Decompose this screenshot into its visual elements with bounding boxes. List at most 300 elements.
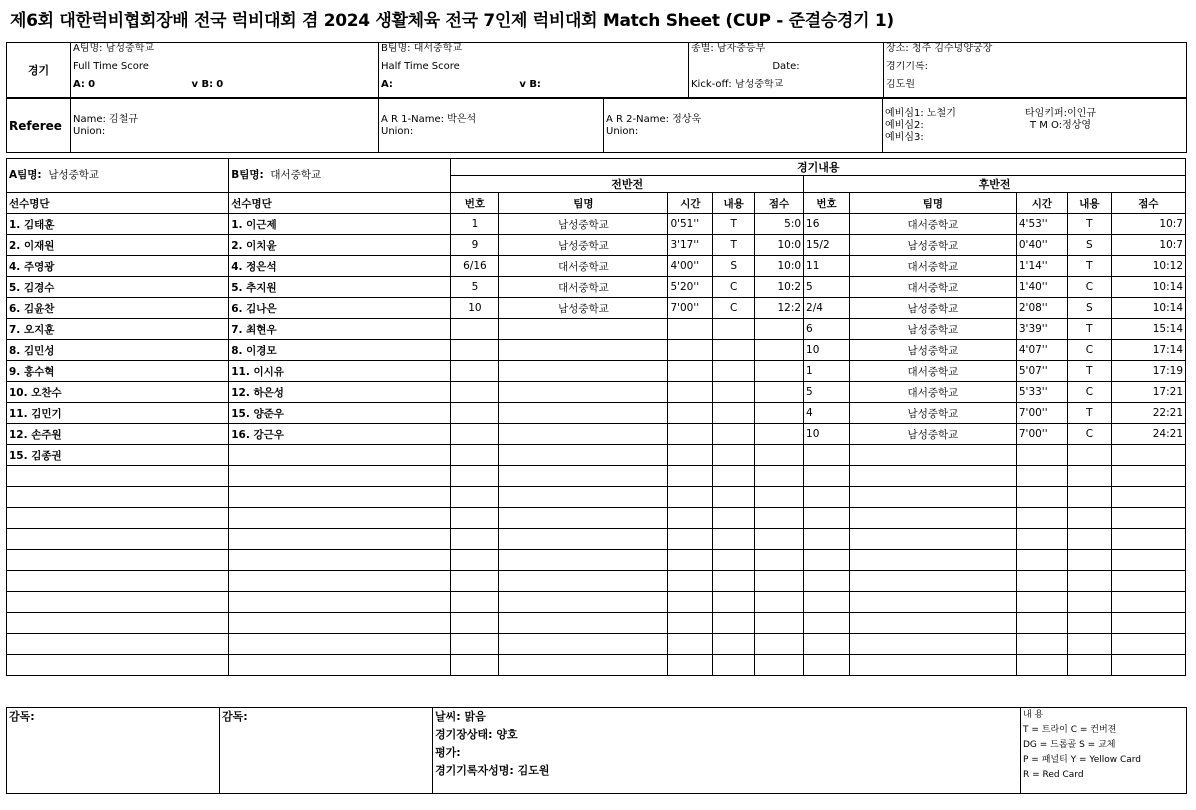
first-half-score [755, 403, 804, 424]
second-half-header: 후반전 [804, 176, 1186, 193]
half-time-a: A: [381, 79, 393, 90]
second-half-time [1016, 592, 1067, 613]
second-half-team: 대서중학교 [849, 256, 1016, 277]
first-half-time [668, 445, 713, 466]
match-footer-table [6, 707, 1187, 794]
first-half-type [713, 466, 755, 487]
referee-main [71, 99, 379, 153]
first-half-no [451, 424, 499, 445]
second-half-score [1111, 508, 1185, 529]
first-half-team [499, 634, 668, 655]
second-half-time: 0'40'' [1016, 235, 1067, 256]
player-b: 1. 이근제 [229, 214, 451, 235]
legend-line-4: R = Red Card [1023, 770, 1084, 780]
team-b-header [229, 159, 451, 193]
referee-table [6, 98, 1187, 153]
second-half-time: 4'53'' [1016, 214, 1067, 235]
first-half-no [451, 529, 499, 550]
second-half-no: 5 [804, 382, 850, 403]
reserve-1: 예비심1: 노철기 [885, 107, 956, 119]
table-row [7, 466, 1186, 487]
first-half-team [499, 592, 668, 613]
first-half-no [451, 508, 499, 529]
first-half-type [713, 319, 755, 340]
first-half-no [451, 403, 499, 424]
second-half-no: 15/2 [804, 235, 850, 256]
table-row [7, 214, 1186, 235]
half-time-score [379, 79, 689, 98]
player-a: 7. 오지훈 [7, 319, 229, 340]
first-half-time: 3'17'' [668, 235, 713, 256]
first-half-team [499, 382, 668, 403]
first-half-score [755, 340, 804, 361]
second-half-type [1067, 529, 1111, 550]
player-b: 8. 이경모 [229, 340, 451, 361]
first-half-type [713, 550, 755, 571]
second-half-type: C [1067, 424, 1111, 445]
player-a: 2. 이재원 [7, 235, 229, 256]
player-a: 12. 손주원 [7, 424, 229, 445]
player-b: 5. 추지원 [229, 277, 451, 298]
player-a [7, 487, 229, 508]
first-half-type [713, 508, 755, 529]
team-a-name: A팀명: 남성중학교 [71, 43, 379, 62]
second-half-time: 1'14'' [1016, 256, 1067, 277]
second-half-no [804, 529, 850, 550]
table-row [7, 592, 1186, 613]
second-half-time: 2'08'' [1016, 298, 1067, 319]
first-half-team: 남성중학교 [499, 214, 668, 235]
second-half-score [1111, 571, 1185, 592]
first-half-score [755, 571, 804, 592]
first-half-time [668, 424, 713, 445]
second-half-type: T [1067, 256, 1111, 277]
player-a: 10. 오찬수 [7, 382, 229, 403]
second-half-no: 11 [804, 256, 850, 277]
player-b [229, 634, 451, 655]
second-half-no: 1 [804, 361, 850, 382]
second-half-time: 3'39'' [1016, 319, 1067, 340]
second-half-team [849, 655, 1016, 676]
second-half-type [1067, 487, 1111, 508]
second-half-score: 10:7 [1111, 235, 1185, 256]
second-half-score: 24:21 [1111, 424, 1185, 445]
content-header: 경기내용 [451, 159, 1186, 176]
table-row [7, 298, 1186, 319]
second-half-team [849, 634, 1016, 655]
first-half-no [451, 445, 499, 466]
full-time-a-label: A: [73, 79, 85, 90]
first-half-time [668, 529, 713, 550]
player-a: 9. 홍수혁 [7, 361, 229, 382]
first-half-no: 10 [451, 298, 499, 319]
player-b: 2. 이치윤 [229, 235, 451, 256]
first-half-time [668, 340, 713, 361]
player-a [7, 466, 229, 487]
second-half-time [1016, 613, 1067, 634]
first-half-type [713, 613, 755, 634]
second-half-type: S [1067, 235, 1111, 256]
full-time-label: Full Time Score [71, 61, 379, 79]
first-half-score: 10:0 [755, 256, 804, 277]
second-half-type: T [1067, 403, 1111, 424]
table-row [7, 634, 1186, 655]
ar1 [379, 99, 604, 153]
second-half-score: 17:21 [1111, 382, 1185, 403]
second-half-no: 6 [804, 319, 850, 340]
table-row [7, 361, 1186, 382]
second-half-type [1067, 445, 1111, 466]
second-half-team: 남성중학교 [849, 298, 1016, 319]
player-a [7, 592, 229, 613]
first-half-time: 5'20'' [668, 277, 713, 298]
date-label: Date: [689, 61, 884, 79]
table-row [7, 445, 1186, 466]
first-half-time [668, 466, 713, 487]
first-half-score [755, 550, 804, 571]
second-half-team [849, 487, 1016, 508]
second-half-score: 15:14 [1111, 319, 1185, 340]
second-half-team [849, 571, 1016, 592]
referee-name: Name: 김철규 [73, 113, 139, 125]
player-a: 6. 김윤찬 [7, 298, 229, 319]
first-half-score [755, 424, 804, 445]
player-b [229, 529, 451, 550]
legend-line-2: DG = 드롭골 S = 교체 [1023, 740, 1116, 750]
second-half-time: 1'40'' [1016, 277, 1067, 298]
second-half-time [1016, 655, 1067, 676]
players-a-header: 선수명단 [7, 193, 229, 214]
first-half-team: 남성중학교 [499, 235, 668, 256]
player-b: 6. 김나은 [229, 298, 451, 319]
second-half-team: 남성중학교 [849, 235, 1016, 256]
second-half-score [1111, 445, 1185, 466]
second-half-type: T [1067, 214, 1111, 235]
fh-col-type: 내용 [713, 193, 755, 214]
first-half-no [451, 613, 499, 634]
first-half-team: 대서중학교 [499, 277, 668, 298]
second-half-team: 남성중학교 [849, 424, 1016, 445]
first-half-no: 9 [451, 235, 499, 256]
recorder-signature: 경기기록자성명: 김도원 [435, 764, 550, 777]
first-half-no [451, 550, 499, 571]
first-half-type [713, 592, 755, 613]
second-half-score [1111, 529, 1185, 550]
first-half-no [451, 487, 499, 508]
table-row [7, 319, 1186, 340]
player-a: 8. 김민성 [7, 340, 229, 361]
first-half-score [755, 634, 804, 655]
recorder-label: 경기기록: [884, 61, 1187, 79]
first-half-time [668, 382, 713, 403]
second-half-time: 4'07'' [1016, 340, 1067, 361]
second-half-type [1067, 550, 1111, 571]
legend-title: 내 용 [1023, 710, 1044, 720]
first-half-time [668, 613, 713, 634]
fh-col-no: 번호 [451, 193, 499, 214]
table-row [7, 571, 1186, 592]
first-half-type [713, 634, 755, 655]
second-half-team: 대서중학교 [849, 361, 1016, 382]
field-condition: 경기장상태: 양호 [435, 728, 518, 741]
second-half-team [849, 550, 1016, 571]
table-row [7, 424, 1186, 445]
match-info-table [6, 42, 1187, 98]
first-half-time [668, 634, 713, 655]
player-b [229, 655, 451, 676]
ar1-union: Union: [381, 125, 414, 137]
team-a-header [7, 159, 229, 193]
second-half-time: 7'00'' [1016, 403, 1067, 424]
sh-col-no: 번호 [804, 193, 850, 214]
sh-col-score: 점수 [1111, 193, 1185, 214]
second-half-time [1016, 445, 1067, 466]
player-a [7, 529, 229, 550]
team-b-value: 대서중학교 [270, 169, 322, 181]
second-half-team [849, 445, 1016, 466]
player-b [229, 613, 451, 634]
player-b [229, 571, 451, 592]
second-half-time [1016, 508, 1067, 529]
fh-col-team: 팀명 [499, 193, 668, 214]
second-half-time [1016, 550, 1067, 571]
second-half-no: 10 [804, 340, 850, 361]
first-half-score [755, 613, 804, 634]
first-half-time: 0'51'' [668, 214, 713, 235]
first-half-type [713, 529, 755, 550]
first-half-type: C [713, 277, 755, 298]
ar1-name: A R 1-Name: 박은석 [381, 113, 477, 125]
first-half-team [499, 613, 668, 634]
first-half-no: 1 [451, 214, 499, 235]
first-half-no: 5 [451, 277, 499, 298]
second-half-score: 10:14 [1111, 298, 1185, 319]
first-half-type: T [713, 214, 755, 235]
legend-line-3: P = 패널티 Y = Yellow Card [1023, 755, 1142, 765]
second-half-score: 10:7 [1111, 214, 1185, 235]
second-half-score: 17:19 [1111, 361, 1185, 382]
table-row [7, 487, 1186, 508]
second-half-type: C [1067, 277, 1111, 298]
match-conditions [433, 708, 1021, 794]
table-row [7, 550, 1186, 571]
first-half-team [499, 550, 668, 571]
second-half-type: T [1067, 361, 1111, 382]
player-b [229, 592, 451, 613]
first-half-score [755, 445, 804, 466]
first-half-no [451, 655, 499, 676]
first-half-no [451, 634, 499, 655]
table-row [7, 382, 1186, 403]
second-half-no [804, 487, 850, 508]
second-half-score [1111, 655, 1185, 676]
second-half-no [804, 466, 850, 487]
sh-col-type: 내용 [1067, 193, 1111, 214]
second-half-team [849, 508, 1016, 529]
second-half-score: 10:12 [1111, 256, 1185, 277]
second-half-type [1067, 592, 1111, 613]
table-row [7, 529, 1186, 550]
reserve-2: 예비심2: [885, 119, 924, 131]
team-b-name: B팀명: 대서중학교 [379, 43, 689, 62]
first-half-no [451, 466, 499, 487]
second-half-team: 대서중학교 [849, 277, 1016, 298]
table-row [7, 277, 1186, 298]
full-time-a-value: 0 [88, 79, 96, 90]
player-a [7, 634, 229, 655]
first-half-time [668, 550, 713, 571]
coach-a: 감독: [7, 708, 220, 794]
table-row [7, 403, 1186, 424]
kickoff: Kick-off: 남성중학교 [689, 79, 884, 98]
coach-b: 감독: [220, 708, 433, 794]
player-b [229, 487, 451, 508]
player-a [7, 655, 229, 676]
players-b-header: 선수명단 [229, 193, 451, 214]
fh-col-score: 점수 [755, 193, 804, 214]
second-half-team: 대서중학교 [849, 214, 1016, 235]
first-half-type [713, 571, 755, 592]
first-half-type: S [713, 256, 755, 277]
second-half-no [804, 634, 850, 655]
first-half-no [451, 319, 499, 340]
referee-union: Union: [73, 125, 106, 137]
second-half-no [804, 571, 850, 592]
second-half-time [1016, 466, 1067, 487]
first-half-team [499, 424, 668, 445]
team-a-value: 남성중학교 [48, 169, 100, 181]
weather: 날씨: 맑음 [435, 710, 486, 723]
player-b: 16. 강근우 [229, 424, 451, 445]
player-a [7, 571, 229, 592]
player-a: 4. 주영광 [7, 256, 229, 277]
second-half-type: T [1067, 319, 1111, 340]
first-half-time: 7'00'' [668, 298, 713, 319]
sh-col-team: 팀명 [849, 193, 1016, 214]
player-b [229, 550, 451, 571]
table-row [7, 340, 1186, 361]
player-b [229, 445, 451, 466]
first-half-score: 5:0 [755, 214, 804, 235]
player-b: 4. 정은석 [229, 256, 451, 277]
first-half-type [713, 655, 755, 676]
full-time-b-label: v B: [191, 79, 214, 90]
first-half-time [668, 508, 713, 529]
game-label: 경기 [7, 43, 71, 98]
second-half-time: 5'07'' [1016, 361, 1067, 382]
first-half-type: C [713, 298, 755, 319]
first-half-time [668, 361, 713, 382]
match-content-table [6, 158, 1186, 676]
legend-line-1: T = 트라이 C = 컨버젼 [1023, 725, 1117, 735]
first-half-type [713, 424, 755, 445]
second-half-no [804, 613, 850, 634]
first-half-score: 12:2 [755, 298, 804, 319]
player-a: 1. 김태훈 [7, 214, 229, 235]
tmo: T M O:정상영 [1029, 119, 1092, 131]
second-half-type [1067, 613, 1111, 634]
second-half-team [849, 592, 1016, 613]
second-half-team: 남성중학교 [849, 340, 1016, 361]
second-half-no [804, 550, 850, 571]
player-a [7, 613, 229, 634]
first-half-no: 6/16 [451, 256, 499, 277]
second-half-team: 대서중학교 [849, 382, 1016, 403]
second-half-score [1111, 466, 1185, 487]
first-half-time [668, 571, 713, 592]
half-time-b: v B: [519, 79, 541, 90]
second-half-no: 10 [804, 424, 850, 445]
second-half-type: C [1067, 382, 1111, 403]
fh-col-time: 시간 [668, 193, 713, 214]
table-row [7, 256, 1186, 277]
legend [1021, 708, 1187, 794]
first-half-team [499, 529, 668, 550]
first-half-time [668, 592, 713, 613]
first-half-no [451, 382, 499, 403]
player-b: 12. 하은성 [229, 382, 451, 403]
second-half-type [1067, 571, 1111, 592]
first-half-type [713, 361, 755, 382]
first-half-type: T [713, 235, 755, 256]
first-half-score [755, 361, 804, 382]
second-half-time [1016, 571, 1067, 592]
ar2 [604, 99, 883, 153]
half-time-label: Half Time Score [379, 61, 689, 79]
table-row [7, 655, 1186, 676]
table-row [7, 613, 1186, 634]
second-half-team [849, 466, 1016, 487]
team-b-label: B팀명: [231, 169, 264, 181]
first-half-score [755, 592, 804, 613]
player-a: 11. 김민기 [7, 403, 229, 424]
first-half-score [755, 319, 804, 340]
first-half-team [499, 361, 668, 382]
reserve-3: 예비심3: [885, 131, 924, 143]
second-half-no: 4 [804, 403, 850, 424]
timekeeper: 타임키퍼:이인규 [1025, 107, 1096, 119]
first-half-score [755, 655, 804, 676]
first-half-time [668, 319, 713, 340]
second-half-score: 10:14 [1111, 277, 1185, 298]
first-half-team [499, 319, 668, 340]
player-a [7, 550, 229, 571]
first-half-score [755, 529, 804, 550]
first-half-type [713, 445, 755, 466]
first-half-score: 10:0 [755, 235, 804, 256]
first-half-team [499, 571, 668, 592]
first-half-time: 4'00'' [668, 256, 713, 277]
second-half-type [1067, 655, 1111, 676]
second-half-score [1111, 487, 1185, 508]
player-b: 7. 최현우 [229, 319, 451, 340]
division: 종별: 남자중등부 [689, 43, 884, 62]
first-half-type [713, 403, 755, 424]
first-half-team [499, 466, 668, 487]
player-b: 11. 이시유 [229, 361, 451, 382]
second-half-score [1111, 634, 1185, 655]
second-half-score [1111, 592, 1185, 613]
first-half-team: 남성중학교 [499, 298, 668, 319]
reserve-officials [883, 99, 1187, 153]
full-time-score [71, 79, 379, 98]
second-half-no [804, 592, 850, 613]
referee-label: Referee [7, 99, 71, 153]
second-half-team: 남성중학교 [849, 403, 1016, 424]
first-half-time [668, 487, 713, 508]
second-half-score: 17:14 [1111, 340, 1185, 361]
second-half-type [1067, 634, 1111, 655]
